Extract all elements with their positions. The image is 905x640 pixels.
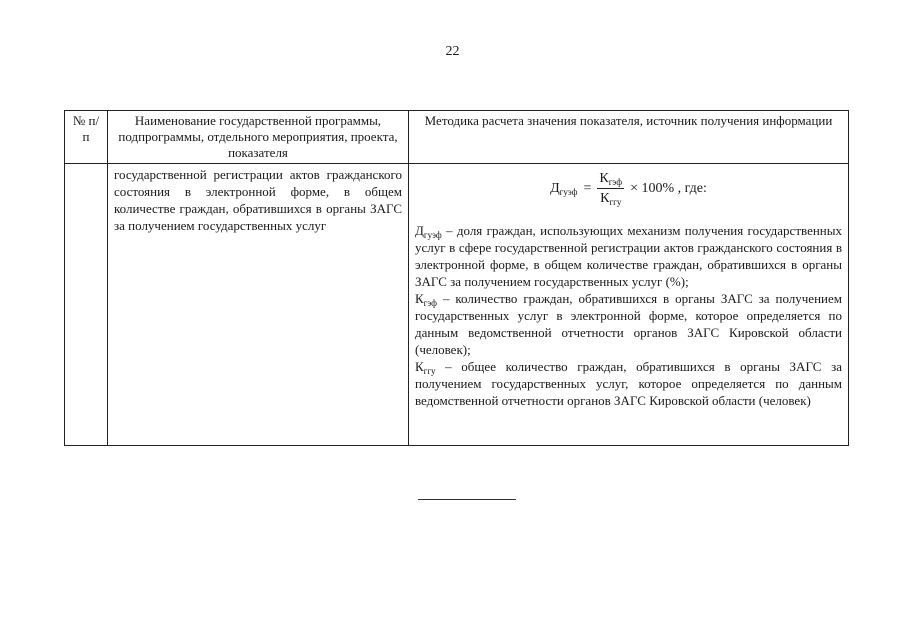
definition-electronic-count: $К_{гэф}$ – количество граждан, обратившихся в органы ЗАГС за получением государственных услуг в электронной форме, которое определяется по данным ведомственной отчетности органов ЗАГС Кировской области (человек);: [415, 291, 842, 357]
cell-indicator-name: государственной регистрации актов гражданского состояния в электронной форме, в общем количестве граждан, обратившихся в органы ЗАГС за получением государственных услуг: [108, 164, 409, 446]
formula-lhs: $Д_{гуэф}$: [550, 180, 578, 197]
table-row: [65, 164, 849, 446]
header-method: Методика расчета значения показателя, источник получения информации: [409, 111, 849, 164]
header-num: № п/п: [65, 111, 108, 164]
page-number: 22: [445, 44, 460, 59]
header-name: Наименование государственной программы, подпрограммы, отдельного мероприятия, проекта, показателя: [108, 111, 409, 164]
table-header-row: [65, 111, 849, 164]
formula-equals: =: [583, 180, 592, 196]
formula-rest: × 100% , где:: [630, 180, 707, 196]
indicator-table: [64, 110, 849, 446]
formula-numerator: $К_{гэф}$: [599, 170, 623, 187]
footer-rule: [418, 499, 516, 500]
cell-num: [65, 164, 108, 446]
definition-symbol: $Д_{гуэф}$: [415, 223, 442, 240]
definition-symbol: $К_{гэф}$: [415, 291, 438, 308]
formula-fraction: [597, 170, 624, 207]
definition-share: $Д_{гуэф}$ – доля граждан, использующих механизм получения государственных услуг в сфере государственной регистрации актов гражданского состояния в электронной форме, в общем количестве граждан, обратившихся в органы ЗАГС за получением государственных услуг (%);: [415, 223, 842, 289]
definition-total-count: $К_{ггу}$ – общее количество граждан, обратившихся в органы ЗАГС за получением государственных услуг, которое определяется по данным ведомственной отчетности органов ЗАГС Кировской области (человек): [415, 359, 842, 408]
definition-symbol: $К_{ггу}$: [415, 359, 436, 376]
formula-denominator: $К_{ггу}$: [600, 190, 622, 207]
cell-method: [409, 164, 849, 446]
formula: [415, 168, 842, 208]
